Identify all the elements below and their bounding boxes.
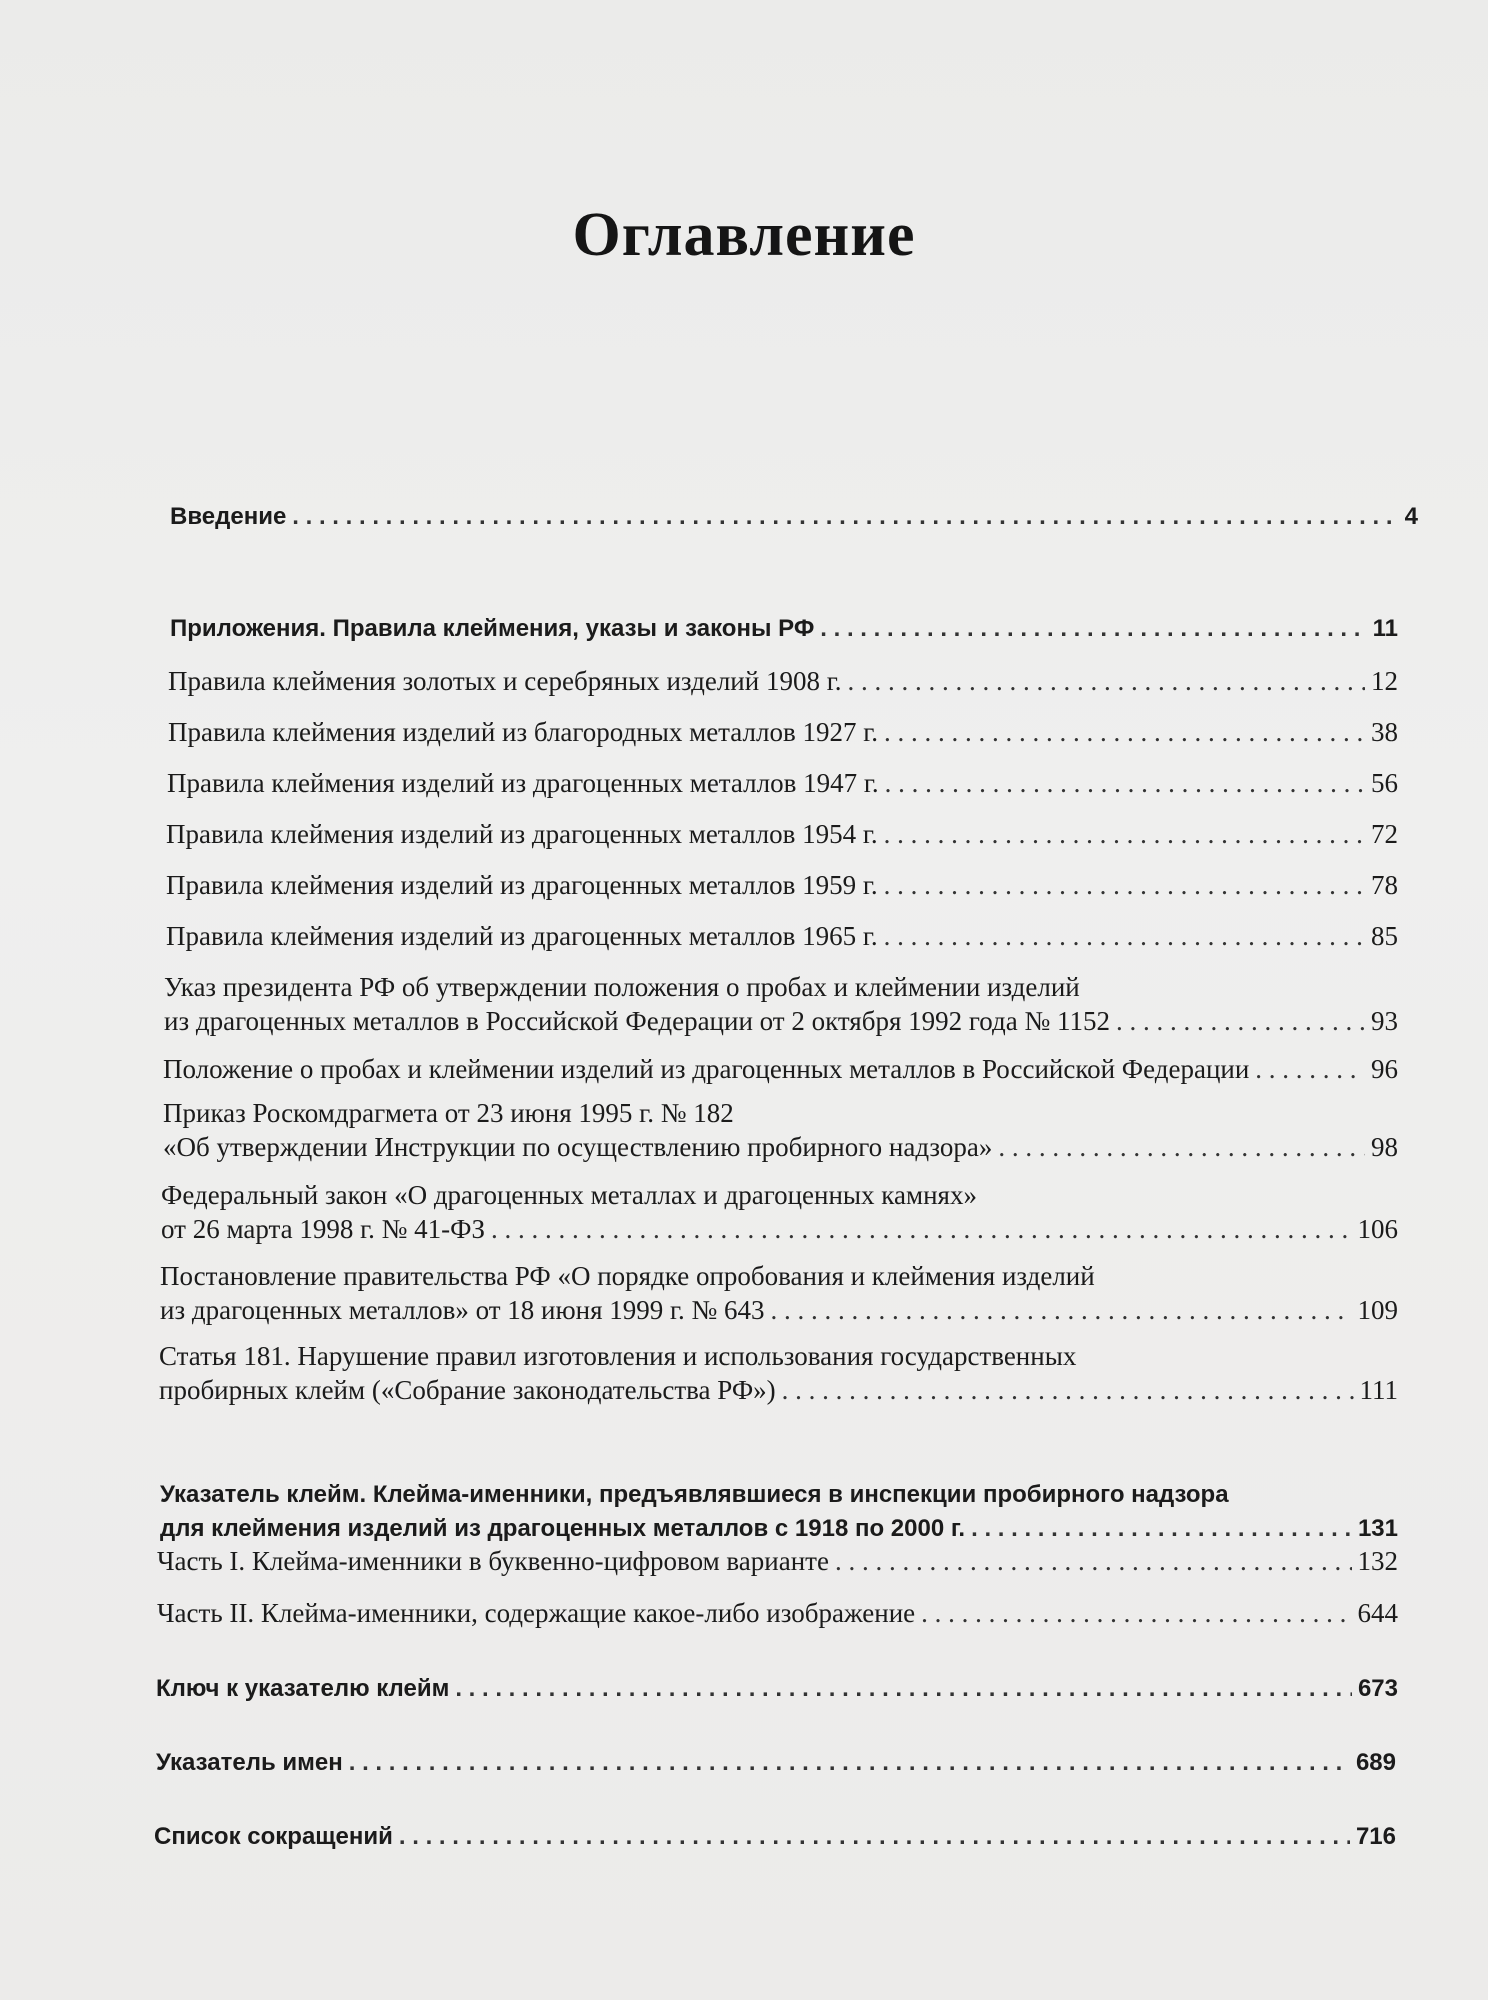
dot-leader xyxy=(884,868,1365,902)
toc-page-number: 38 xyxy=(1371,717,1398,747)
toc-page-number: 12 xyxy=(1371,666,1398,696)
toc-entry-title-line: Введение xyxy=(170,503,287,530)
toc-entry-title-line: Статья 181. Нарушение правил изготовления и использования государственных xyxy=(159,1341,1077,1371)
toc-page-number: 111 xyxy=(1359,1375,1398,1405)
toc-entry xyxy=(170,500,1418,534)
toc-page-number: 716 xyxy=(1355,1823,1396,1850)
toc-page-number: 96 xyxy=(1371,1054,1398,1084)
toc-entry xyxy=(156,1672,1398,1706)
toc-page-number: 673 xyxy=(1357,1675,1398,1702)
toc-entry-title-line: Правила клеймения изделий из благородных металлов 1927 г. xyxy=(168,717,879,747)
toc-entry-title-line: Часть II. Клейма-именники, содержащие какое-либо изображение xyxy=(157,1598,916,1628)
toc-entry-title-line: Ключ к указателю клейм xyxy=(156,1675,450,1702)
toc-entry xyxy=(166,817,1398,851)
toc-page-number: 56 xyxy=(1371,768,1398,798)
toc-entry-title-line: для клеймения изделий из драгоценных металлов с 1918 по 2000 г. xyxy=(160,1515,966,1542)
toc-entry xyxy=(168,664,1398,698)
toc-page-number: 109 xyxy=(1357,1295,1398,1325)
dot-leader xyxy=(1255,1052,1365,1086)
toc-page-number: 106 xyxy=(1357,1214,1398,1244)
toc-entry-title-line: Приказ Роскомдрагмета от 23 июня 1995 г. № 182 xyxy=(163,1098,734,1128)
toc-entry xyxy=(154,1820,1396,1854)
dot-leader xyxy=(820,612,1366,646)
dot-leader xyxy=(399,1820,1350,1854)
toc-entry xyxy=(161,1178,1398,1246)
toc-entry-title-line: Правила клеймения изделий из драгоценных металлов 1954 г. xyxy=(166,819,878,849)
toc-entry-title-line: из драгоценных металлов» от 18 июня 1999 г. № 643 xyxy=(160,1295,765,1325)
toc-entry-title-line: пробирных клейм («Собрание законодательства РФ») xyxy=(159,1375,776,1405)
toc-entry-title-line: «Об утверждении Инструкции по осуществлению пробирного надзора» xyxy=(163,1132,993,1162)
toc-entry-title-line: Приложения. Правила клеймения, указы и законы РФ xyxy=(170,615,815,642)
toc-page-number: 131 xyxy=(1357,1515,1398,1542)
toc-entry xyxy=(160,1478,1398,1546)
toc-entry xyxy=(163,1096,1398,1164)
toc-entry xyxy=(168,715,1398,749)
toc-page-number: 644 xyxy=(1357,1598,1398,1628)
dot-leader xyxy=(782,1373,1354,1407)
toc-entry xyxy=(156,1746,1396,1780)
toc-entry-title-line: Правила клеймения золотых и серебряных изделий 1908 г. xyxy=(168,666,842,696)
dot-leader xyxy=(835,1544,1352,1578)
dot-leader xyxy=(971,1512,1352,1546)
dot-leader xyxy=(771,1293,1352,1327)
toc-page-number: 85 xyxy=(1371,921,1398,951)
toc-page-number: 93 xyxy=(1371,1006,1398,1036)
dot-leader xyxy=(921,1596,1351,1630)
toc-entry-title-line: Правила клеймения изделий из драгоценных металлов 1947 г. xyxy=(167,768,879,798)
toc-entry-title-line: Список сокращений xyxy=(154,1823,393,1850)
toc-page-number: 72 xyxy=(1371,819,1398,849)
toc-entry-title-line: Постановление правительства РФ «О порядке опробования и клеймения изделий xyxy=(160,1261,1095,1291)
dot-leader xyxy=(885,766,1365,800)
dot-leader xyxy=(491,1212,1352,1246)
toc-page-number: 11 xyxy=(1372,615,1398,642)
toc-entry xyxy=(157,1544,1398,1578)
toc-entry-title-line: Часть I. Клейма-именники в буквенно-цифровом варианте xyxy=(157,1546,829,1576)
toc-entry xyxy=(167,766,1398,800)
page-title: Оглавление xyxy=(572,201,916,269)
dot-leader xyxy=(292,500,1398,534)
toc-entry xyxy=(166,868,1398,902)
toc-entry xyxy=(166,919,1398,953)
toc-page-number: 4 xyxy=(1404,503,1418,530)
toc-entry xyxy=(163,1052,1398,1086)
toc-entry xyxy=(160,1259,1398,1327)
dot-leader xyxy=(1116,1004,1365,1038)
toc-entry-title-line: Указатель клейм. Клейма-именники, предъявлявшиеся в инспекции пробирного надзора xyxy=(160,1481,1229,1508)
toc-page-number: 132 xyxy=(1357,1546,1398,1576)
toc-entry-title-line: Указ президента РФ об утверждении положения о пробах и клеймении изделий xyxy=(164,972,1080,1002)
toc-entry-title-line: Федеральный закон «О драгоценных металлах и драгоценных камнях» xyxy=(161,1180,977,1210)
toc-entry-title-line: из драгоценных металлов в Российской Федерации от 2 октября 1992 года № 1152 xyxy=(164,1006,1110,1036)
toc-entry xyxy=(170,612,1398,646)
toc-page-number: 78 xyxy=(1371,870,1398,900)
dot-leader xyxy=(847,664,1365,698)
toc-entry-title-line: Правила клеймения изделий из драгоценных металлов 1959 г. xyxy=(166,870,878,900)
toc-page-number: 98 xyxy=(1371,1132,1398,1162)
dot-leader xyxy=(349,1746,1350,1780)
toc-entry-title-line: Правила клеймения изделий из драгоценных металлов 1965 г. xyxy=(166,921,878,951)
dot-leader xyxy=(884,919,1365,953)
dot-leader xyxy=(884,715,1365,749)
toc-entry-title-line: Положение о пробах и клеймении изделий из драгоценных металлов в Российской Федерации xyxy=(163,1054,1250,1084)
dot-leader xyxy=(998,1130,1365,1164)
dot-leader xyxy=(455,1672,1352,1706)
toc-page-number: 689 xyxy=(1355,1749,1396,1776)
toc-entry xyxy=(157,1596,1398,1630)
toc-entry-title-line: от 26 марта 1998 г. № 41-ФЗ xyxy=(161,1214,485,1244)
toc-entry-title-line: Указатель имен xyxy=(156,1749,343,1776)
toc-entry xyxy=(164,970,1398,1038)
toc-entry xyxy=(159,1339,1398,1407)
dot-leader xyxy=(884,817,1365,851)
